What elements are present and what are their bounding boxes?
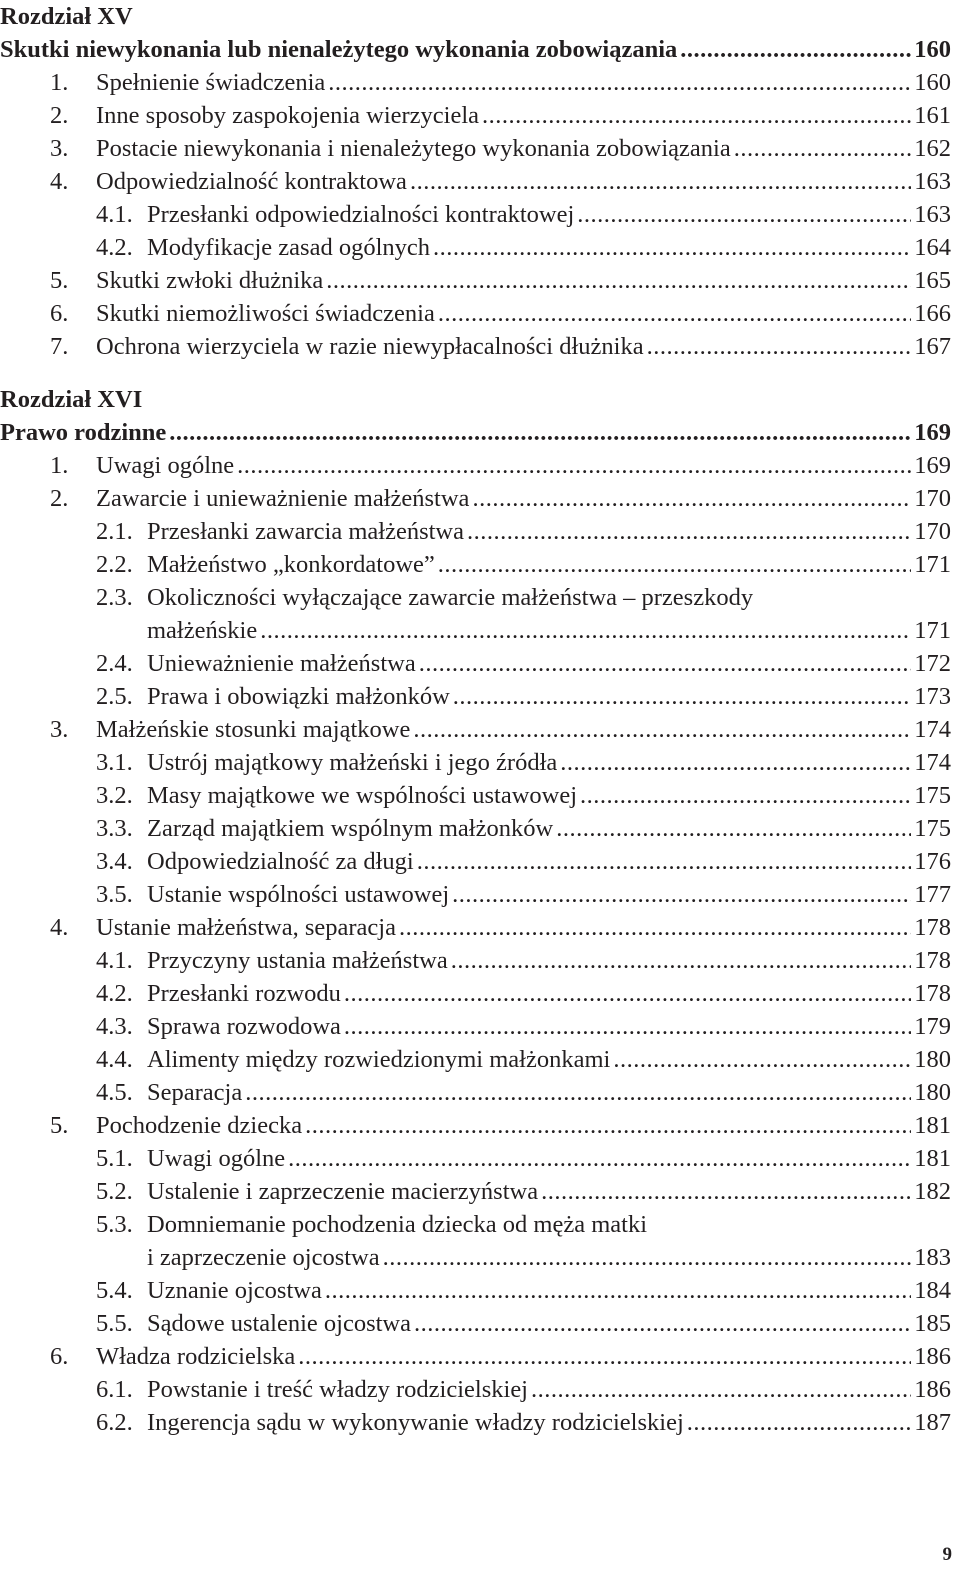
dot-leader — [452, 878, 911, 911]
dot-leader — [438, 297, 911, 330]
toc-entry-page: 178 — [914, 914, 951, 941]
dot-leader — [467, 515, 911, 548]
dot-leader — [169, 416, 911, 449]
toc-entry-title: Powstanie i treść władzy rodzicielskiej — [147, 1376, 528, 1403]
toc-entry-title: Skutki niemożliwości świadczenia — [96, 300, 435, 327]
toc-entry[interactable] — [0, 198, 951, 231]
toc-entry[interactable] — [0, 264, 951, 297]
chapter-heading-title: Skutki niewykonania lub nienależytego wykonania zobowiązania — [0, 36, 678, 63]
dot-leader — [734, 132, 912, 165]
toc-entry-title: Modyfikacje zasad ogólnych — [147, 234, 431, 261]
toc-entry-number: 5. — [50, 267, 69, 294]
toc-entry-title: Prawa i obowiązki małżonków — [147, 683, 450, 710]
toc-entry-number: 5. — [50, 1112, 69, 1139]
chapter-label: Rozdział XVI — [0, 386, 143, 413]
toc-entry-page: 182 — [914, 1178, 951, 1205]
toc-entry-first-line[interactable] — [0, 1208, 951, 1241]
dot-leader — [451, 944, 912, 977]
dot-leader — [687, 1406, 911, 1439]
toc-entry-page: 180 — [914, 1046, 951, 1073]
toc-entry-page: 170 — [914, 485, 951, 512]
toc-entry[interactable] — [0, 330, 951, 363]
toc-entry-number: 2.4. — [96, 650, 133, 677]
toc-entry-title: Separacja — [147, 1079, 243, 1106]
chapter-heading-page: 160 — [914, 36, 951, 63]
toc-entry-page: 184 — [914, 1277, 951, 1304]
toc-entry[interactable] — [0, 1175, 951, 1208]
toc-entry[interactable] — [0, 1274, 951, 1307]
toc-entry[interactable] — [0, 515, 951, 548]
toc-entry[interactable] — [0, 713, 951, 746]
toc-entry-page: 169 — [914, 452, 951, 479]
dot-leader — [305, 1109, 911, 1142]
toc-entry[interactable] — [0, 66, 951, 99]
dot-leader — [680, 33, 911, 66]
toc-entry-number: 3. — [50, 716, 69, 743]
toc-entry-page: 178 — [914, 980, 951, 1007]
chapter-heading-page: 169 — [914, 419, 951, 446]
toc-entry-number: 4.1. — [96, 201, 133, 228]
toc-entry-page: 181 — [914, 1112, 951, 1139]
toc-entry-number: 4.2. — [96, 234, 133, 261]
toc-entry-number: 3.3. — [96, 815, 133, 842]
toc-entry[interactable] — [0, 1307, 951, 1340]
chapter-heading-title: Prawo rodzinne — [0, 419, 167, 446]
toc-entry-title: Ustalenie i zaprzeczenie macierzyństwa — [147, 1178, 539, 1205]
toc-entry[interactable] — [0, 132, 951, 165]
toc-entry-page: 160 — [914, 69, 951, 96]
toc-entry-page: 174 — [914, 749, 951, 776]
toc-entry-page: 181 — [914, 1145, 951, 1172]
toc-entry-number: 3. — [50, 135, 69, 162]
toc-entry-page: 187 — [914, 1409, 951, 1436]
toc-entry-title: Przesłanki zawarcia małżeństwa — [147, 518, 464, 545]
toc-entry-number: 1. — [50, 69, 69, 96]
toc-entry[interactable] — [0, 944, 951, 977]
dot-leader — [298, 1340, 911, 1373]
toc-entry[interactable] — [0, 1406, 951, 1439]
toc-entry-number: 5.1. — [96, 1145, 133, 1172]
toc-entry-page: 173 — [914, 683, 951, 710]
toc-entry-page: 179 — [914, 1013, 951, 1040]
toc-entry-page: 180 — [914, 1079, 951, 1106]
toc-entry-title: Odpowiedzialność za długi — [147, 848, 414, 875]
toc-entry-title: Uwagi ogólne — [147, 1145, 286, 1172]
toc-entry-title: Przesłanki odpowiedzialności kontraktowej — [147, 201, 575, 228]
toc-entry-number: 5.3. — [96, 1211, 133, 1238]
toc-entry-number: 6. — [50, 1343, 69, 1370]
toc-entry-title: Spełnienie świadczenia — [96, 69, 326, 96]
toc-entry-number: 6.1. — [96, 1376, 133, 1403]
dot-leader — [344, 977, 911, 1010]
dot-leader — [482, 99, 911, 132]
toc-entry[interactable] — [0, 779, 951, 812]
dot-leader — [410, 165, 911, 198]
toc-entry-title: Masy majątkowe we wspólności ustawowej — [147, 782, 578, 809]
toc-entry-page: 171 — [914, 551, 951, 578]
toc-entry-first-line[interactable] — [0, 581, 951, 614]
toc-entry-title: Ustanie wspólności ustawowej — [147, 881, 450, 908]
toc-entry-title: małżeńskie — [147, 617, 258, 644]
toc-entry-title: Sprawa rozwodowa — [147, 1013, 341, 1040]
toc-entry[interactable] — [0, 911, 951, 944]
dot-leader — [245, 1076, 911, 1109]
toc-entry-title: Zarząd majątkiem wspólnym małżonków — [147, 815, 554, 842]
dot-leader — [577, 198, 911, 231]
toc-entry-title: Skutki zwłoki dłużnika — [96, 267, 324, 294]
toc-entry-title: i zaprzeczenie ojcostwa — [147, 1244, 380, 1271]
chapter-label: Rozdział XV — [0, 3, 133, 30]
toc-entry-page: 178 — [914, 947, 951, 974]
toc-entry[interactable] — [0, 1043, 951, 1076]
dot-leader — [453, 680, 911, 713]
dot-leader — [344, 1010, 911, 1043]
toc-entry-number: 4.4. — [96, 1046, 133, 1073]
toc-entry[interactable] — [0, 977, 951, 1010]
dot-leader — [414, 1307, 911, 1340]
dot-leader — [556, 812, 911, 845]
toc-entry-title: Przyczyny ustania małżeństwa — [147, 947, 448, 974]
toc-entry-number: 2. — [50, 102, 69, 129]
dot-leader — [328, 66, 911, 99]
toc-entry-page: 174 — [914, 716, 951, 743]
toc-entry[interactable] — [0, 746, 951, 779]
toc-entry-page: 186 — [914, 1343, 951, 1370]
toc-entry-title: Postacie niewykonania i nienależytego wykonania zobowiązania — [96, 135, 731, 162]
toc-entry-continuation[interactable] — [0, 614, 951, 647]
toc-entry-page: 170 — [914, 518, 951, 545]
toc-entry-title: Pochodzenie dziecka — [96, 1112, 303, 1139]
dot-leader — [417, 845, 912, 878]
toc-entry-number: 2.3. — [96, 584, 133, 611]
toc-entry-page: 171 — [914, 617, 951, 644]
toc-entry-title: Alimenty między rozwiedzionymi małżonkami — [147, 1046, 611, 1073]
toc-entry[interactable] — [0, 1109, 951, 1142]
toc-entry-page: 185 — [914, 1310, 951, 1337]
toc-entry-page: 172 — [914, 650, 951, 677]
toc-entry-page: 167 — [914, 333, 951, 360]
toc-entry-number: 5.2. — [96, 1178, 133, 1205]
dot-leader — [531, 1373, 911, 1406]
toc-entry[interactable] — [0, 1340, 951, 1373]
toc-entry-title: Małżeńskie stosunki majątkowe — [96, 716, 411, 743]
toc-entry-number: 5.4. — [96, 1277, 133, 1304]
toc-entry[interactable] — [0, 99, 951, 132]
toc-entry-title: Zawarcie i unieważnienie małżeństwa — [96, 485, 470, 512]
chapter-heading-row[interactable] — [0, 33, 951, 66]
toc-entry-page: 161 — [914, 102, 951, 129]
toc-entry-number: 4.5. — [96, 1079, 133, 1106]
dot-leader — [288, 1142, 911, 1175]
toc-entry-title: Ochrona wierzyciela w razie niewypłacalności dłużnika — [96, 333, 644, 360]
toc-entry-title: Uwagi ogólne — [96, 452, 235, 479]
toc-entry-page: 163 — [914, 201, 951, 228]
toc-entry-title: Odpowiedzialność kontraktowa — [96, 168, 407, 195]
toc-entry[interactable] — [0, 165, 951, 198]
dot-leader — [541, 1175, 911, 1208]
toc-entry[interactable] — [0, 482, 951, 515]
dot-leader — [413, 713, 911, 746]
toc-entry-title-first-line: Domniemanie pochodzenia dziecka od męża matki — [147, 1211, 648, 1238]
toc-entry-title: Ingerencja sądu w wykonywanie władzy rodzicielskiej — [147, 1409, 684, 1436]
toc-entry-number: 3.1. — [96, 749, 133, 776]
toc-entry-title-first-line: Okoliczności wyłączające zawarcie małżeństwa – przeszkody — [147, 584, 754, 611]
toc-entry-title: Ustrój majątkowy małżeński i jego źródła — [147, 749, 558, 776]
toc-entry-number: 3.4. — [96, 848, 133, 875]
toc-entry-number: 3.5. — [96, 881, 133, 908]
toc-entry-title: Małżeństwo „konkordatowe” — [147, 551, 435, 578]
toc-entry[interactable] — [0, 878, 951, 911]
page-number: 9 — [942, 1544, 952, 1565]
toc-entry[interactable] — [0, 297, 951, 330]
toc-entry-number: 4.2. — [96, 980, 133, 1007]
toc-entry-number: 1. — [50, 452, 69, 479]
toc-entry-number: 6.2. — [96, 1409, 133, 1436]
toc-entry-number: 6. — [50, 300, 69, 327]
dot-leader — [383, 1241, 912, 1274]
section-gap — [0, 363, 951, 383]
toc-entry-number: 4.3. — [96, 1013, 133, 1040]
toc-entry-number: 2. — [50, 485, 69, 512]
toc-entry-number: 5.5. — [96, 1310, 133, 1337]
toc-entry-page: 163 — [914, 168, 951, 195]
toc-entry-page: 166 — [914, 300, 951, 327]
toc-entry[interactable] — [0, 548, 951, 581]
toc-entry-title: Sądowe ustalenie ojcostwa — [147, 1310, 411, 1337]
toc-entry[interactable] — [0, 1076, 951, 1109]
dot-leader — [647, 330, 912, 363]
toc-entry-number: 2.5. — [96, 683, 133, 710]
dot-leader — [438, 548, 911, 581]
toc-entry-title: Ustanie małżeństwa, separacja — [96, 914, 396, 941]
toc-entry[interactable] — [0, 1373, 951, 1406]
toc-entry-title: Unieważnienie małżeństwa — [147, 650, 416, 677]
toc-entry[interactable] — [0, 1010, 951, 1043]
toc-entry[interactable] — [0, 231, 951, 264]
toc-entry-number: 4. — [50, 168, 69, 195]
chapter-heading-row[interactable] — [0, 416, 951, 449]
toc-entry-page: 175 — [914, 815, 951, 842]
toc-entry-title: Władza rodzicielska — [96, 1343, 296, 1370]
toc-entry[interactable] — [0, 449, 951, 482]
toc-entry[interactable] — [0, 680, 951, 713]
dot-leader — [326, 264, 911, 297]
dot-leader — [472, 482, 911, 515]
dot-leader — [260, 614, 911, 647]
dot-leader — [560, 746, 911, 779]
toc-entry-page: 177 — [914, 881, 951, 908]
toc-entry-number: 2.2. — [96, 551, 133, 578]
dot-leader — [433, 231, 911, 264]
toc-entry-number: 2.1. — [96, 518, 133, 545]
toc-entry-page: 175 — [914, 782, 951, 809]
toc-entry[interactable] — [0, 812, 951, 845]
toc-entry-page: 165 — [914, 267, 951, 294]
toc-entry[interactable] — [0, 1142, 951, 1175]
toc-entry-number: 7. — [50, 333, 69, 360]
toc-entry-number: 4. — [50, 914, 69, 941]
toc-entry-title: Przesłanki rozwodu — [147, 980, 341, 1007]
toc-entry-page: 183 — [914, 1244, 951, 1271]
toc-entry-title: Uznanie ojcostwa — [147, 1277, 322, 1304]
toc-entry[interactable] — [0, 647, 951, 680]
toc-entry-page: 176 — [914, 848, 951, 875]
dot-leader — [580, 779, 911, 812]
toc-entry[interactable] — [0, 845, 951, 878]
toc-entry-title: Inne sposoby zaspokojenia wierzyciela — [96, 102, 480, 129]
dot-leader — [237, 449, 911, 482]
toc-entry-continuation[interactable] — [0, 1241, 951, 1274]
dot-leader — [325, 1274, 911, 1307]
toc-entry-page: 186 — [914, 1376, 951, 1403]
dot-leader — [399, 911, 911, 944]
toc-entry-page: 164 — [914, 234, 951, 261]
dot-leader — [613, 1043, 911, 1076]
toc-entry-number: 3.2. — [96, 782, 133, 809]
toc-entry-page: 162 — [914, 135, 951, 162]
toc-entry-number: 4.1. — [96, 947, 133, 974]
dot-leader — [419, 647, 912, 680]
